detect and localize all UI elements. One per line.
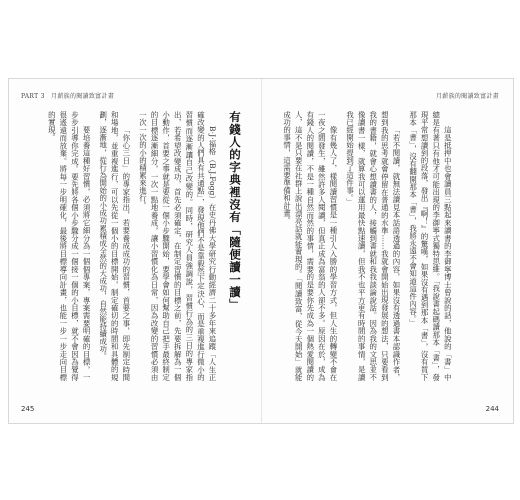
right-page-body bbox=[281, 111, 453, 381]
left-page-body bbox=[46, 111, 218, 381]
right-running-head: 月薪族的閱讀致富計畫 bbox=[435, 93, 499, 100]
body-paragraph: 像有幾人了，樣閱讀習慣是一種引人入勝的學習方式，但人生的轉變不會在一夜之間發生，雖然許多人閱讀，但真正成為富翁的人卻不多。原因在於，成為有錢人的閱讀，不是一種自然而然的事情，需要的是要你先成為一個熱愛閱讀的人，這不是只要在社群上說出漂亮話就能實現的。「閱讀致富，從今天開始」就能成功的事情，這需要準備和計畫。 bbox=[282, 111, 338, 381]
body-paragraph: B‧J‧福格（B.J.Fogg）在史丹佛大學研究行動經濟二十多年來追蹤「人生正確改變的人們具有共通點」，發現他們不是靠毅然下定決心，而是重複進行微小的習慣而逐漸讓自己改變的。同時，研究人員強調說，習慣行為的三日的專家指出，若希望改變成功，首先必須確定，在制定習慣的目標之前，先要拆解為一個小動作，首要之事就是要從一個小步驟開始，要學會如何幫助自己把手最終制定的目標逐漸細分，一次一點地養成，讓小習慣化為日常，因為改變的習慣必須由一次一次的小的積累來進行。 bbox=[138, 111, 217, 381]
left-running-head: PART 3 月薪族的閱讀致富計畫 bbox=[21, 93, 115, 100]
page-gutter bbox=[261, 79, 262, 423]
body-paragraph: 這是抵押中也會讀員三點起來讀書的李御寧博士曾說的話，他說的「書」中總是有著只有他才可能出現的李御寧式獨特思維。「我說書起碼讀那本「書」，發現平常想讀到的段落，發出『啊！』的驚嘆，如果沒有遇到那本「書」，沒有買下那本「書」，沒有翻開那本「書」，我將永遠不會知道這件內容。」 bbox=[408, 111, 453, 381]
body-paragraph: 要培養這種好習慣，必須將它細分為一個個專案，專案需要明確的目標，一步步引導你完成。要先將各個小步驟分成一個接一個的小目標，就不會因為覺得很遙遠而放棄。將每一步明確化，最後將目標導向計畫，也能一步一步走向目標的實現。 bbox=[47, 111, 92, 381]
body-paragraph: 「你心三日」的專家指出，若要養成成功的習慣，首要之事，即先制定時間和場地，並重複進行，可以先從一個小的目標開始，制定確切的時間和具體的規劃，逐漸地，從行為開始的小成功累積成全然的大成功，自然能持續成功。 bbox=[98, 111, 131, 381]
section-heading: 有錢人的字典裡沒有「隨便讀一讀」 bbox=[228, 111, 242, 311]
book-spread bbox=[8, 78, 514, 424]
left-page-number: 245 bbox=[21, 405, 35, 413]
right-page bbox=[281, 111, 491, 381]
right-page-number: 244 bbox=[485, 405, 499, 413]
body-paragraph: 「若不閱讀，就無法讀見本話語透過的內容，如果沒有透過書本認識作者，想到我的思考就會停留在普通的水準……我就會開始出現發展的想法，只要看到我的書籍，就會心想讀書的人，接觸到書就和我我談論說話。因為我的文思並不像讀書一樣，就算我可以運用最快點速讀，但我不也平方更有時間的事情，是讀我已經開始提到了這件事。」 bbox=[345, 111, 401, 381]
left-page bbox=[33, 111, 243, 381]
